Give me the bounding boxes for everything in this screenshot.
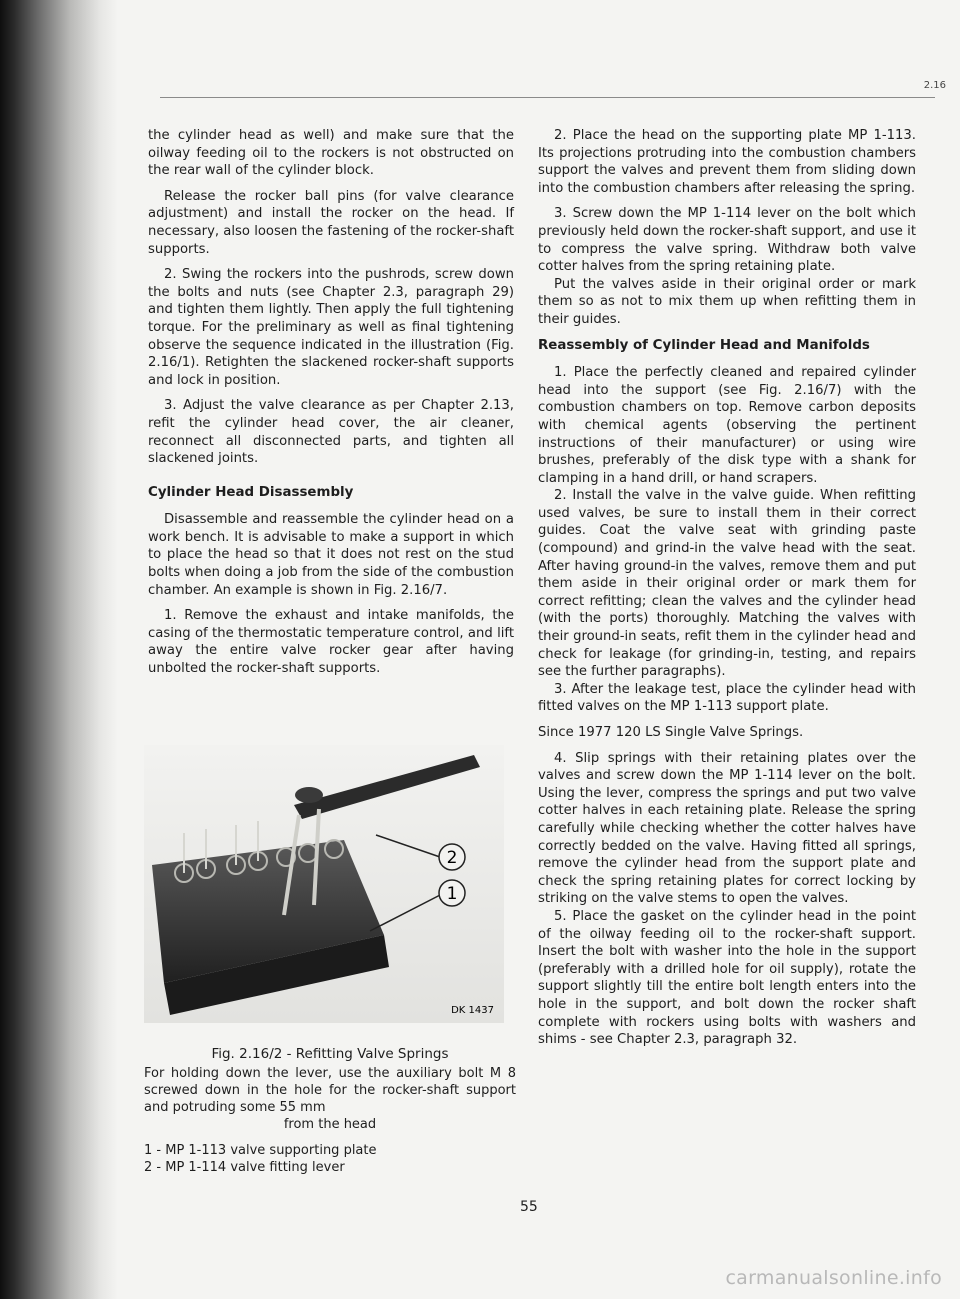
lever-knob — [295, 787, 323, 803]
right-paragraph: 3. After the leakage test, place the cylinder head with fitted valves on the MP 1-113 support plate. — [538, 681, 916, 715]
figure-caption — [144, 1046, 516, 1176]
right-paragraph: 4. Slip springs with their retaining plates over the valves and screw down the MP 1-114 lever on the bolt. Using the lever, compress the springs and put two valve cotter halves in each retaining plate. Release the spring carefully while checking whether the cotter halves have correctly bedded on the valve. Having fitted all springs, remove the cylinder head from the support plate and check the spring retaining plates for correct locking by striking on the valve stems to open the valves. — [538, 750, 916, 907]
left-paragraph: 1. Remove the exhaust and intake manifolds, the casing of the thermostatic temperature control, and lift away the entire valve rocker gear after having unbolted the rocker-shaft supports. — [148, 608, 514, 677]
left-column — [148, 127, 514, 686]
figure-title: Fig. 2.16/2 - Refitting Valve Springs — [211, 1046, 449, 1062]
section-heading: Cylinder Head Disassembly — [148, 484, 354, 500]
figure-description: For holding down the lever, use the auxiliary bolt M 8 screwed down in the hole for the rocker-shaft support and potruding some 55 mm — [144, 1066, 516, 1115]
section-number: 2.16 — [923, 80, 946, 91]
left-paragraph: 2. Swing the rockers into the pushrods, screw down the bolts and nuts (see Chapter 2.3, paragraph 29) and tighten them lightly. Then apply the full tightening torque. For the preliminary as well as final tightening observe the sequence indicated in the illustration (Fig. 2.16/1). Retighten the slackened rocker-shaft supports and lock in position. — [148, 267, 514, 388]
figure-legend — [144, 1142, 516, 1176]
header-rule — [160, 97, 935, 98]
callout-label-2: 2 — [446, 848, 458, 868]
right-paragraph: Since 1977 120 LS Single Valve Springs. — [538, 725, 804, 740]
right-paragraph: 2. Install the valve in the valve guide. When refitting used valves, be sure to install them in their correct guides. Coat the valve seat with grinding paste (compound) and grind-in the valve head with the seat. After having ground-in the valves, remove them and put them aside in their original order or mark them for correct refitting; clean the valves and the cylinder head (with the ports) thoroughly. Matching the valves with their ground-in seats, refit them in the cylinder head and check for leakage (for grinding-in, testing, and repairs see the further paragraphs). — [538, 488, 916, 680]
book-binding-shadow — [0, 0, 118, 1299]
right-paragraph: 2. Place the head on the supporting plate MP 1-113. Its projections protruding into the combustion chambers support the valves and prevent them from sliding down into the combustion chambers after releasing the spring. — [538, 128, 916, 196]
photo-code: DK 1437 — [451, 1005, 494, 1016]
left-paragraph: Release the rocker ball pins (for valve clearance adjustment) and install the rocker on the head. If necessary, also loosen the fastening of the rocker-shaft supports. — [148, 188, 514, 257]
right-paragraph: 3. Screw down the MP 1-114 lever on the bolt which previously held down the rocker-shaft support, and use it to compress the valve spring. Withdraw both valve cotter halves from the spring retaining plate. — [538, 206, 916, 275]
watermark: carmanualsonline.info — [725, 1267, 942, 1289]
left-paragraph: the cylinder head as well) and make sure that the oilway feeding oil to the rockers is not obstructed on the rear wall of the cylinder block. — [148, 128, 514, 179]
legend-item: 1 - MP 1-113 valve supporting plate — [144, 1143, 377, 1158]
right-paragraph: 5. Place the gasket on the cylinder head in the point of the oilway feeding oil to the rocker-shaft support. Insert the bolt with washer into the hole in the support (preferably with a drilled hole for oil supply), rotate the support slightly till the entire bolt length enters into the hole in the support, and bolt down the rocker shaft complete with rockers using bolts with washers and shims - see Chapter 2.3, paragraph 32. — [538, 908, 916, 1048]
section-heading: Reassembly of Cylinder Head and Manifolds — [538, 337, 870, 353]
figure-description-end: from the head — [283, 1117, 377, 1132]
right-column — [538, 127, 916, 1057]
page-number: 55 — [520, 1199, 538, 1215]
left-paragraph: Disassemble and reassemble the cylinder head on a work bench. It is advisable to make a support in which to place the head so that it does not rest on the stud bolts when doing a job from the side of the combustion chamber. An example is shown in Fig. 2.16/7. — [148, 512, 514, 598]
callout-label-1: 1 — [446, 884, 458, 904]
cylinder-head-photo — [144, 745, 504, 1023]
right-paragraph: Put the valves aside in their original order or mark them so as not to mix them up when refitting them in their guides. — [538, 276, 916, 327]
legend-item: 2 - MP 1-114 valve fitting lever — [144, 1160, 345, 1175]
left-paragraph: 3. Adjust the valve clearance as per Chapter 2.13, refit the cylinder head cover, the air cleaner, reconnect all disconnected parts, and tighten all slackened joints. — [148, 398, 514, 467]
right-paragraph: 1. Place the perfectly cleaned and repaired cylinder head into the support (see Fig. 2.16/7) with the combustion chambers on top. Remove carbon deposits with chemical agents (observing the pertinent instructions of their manufacturer) or using wire brushes, preferably of the disk type with a shank for clamping in a hand drill, or hand scrapers. — [538, 365, 916, 486]
